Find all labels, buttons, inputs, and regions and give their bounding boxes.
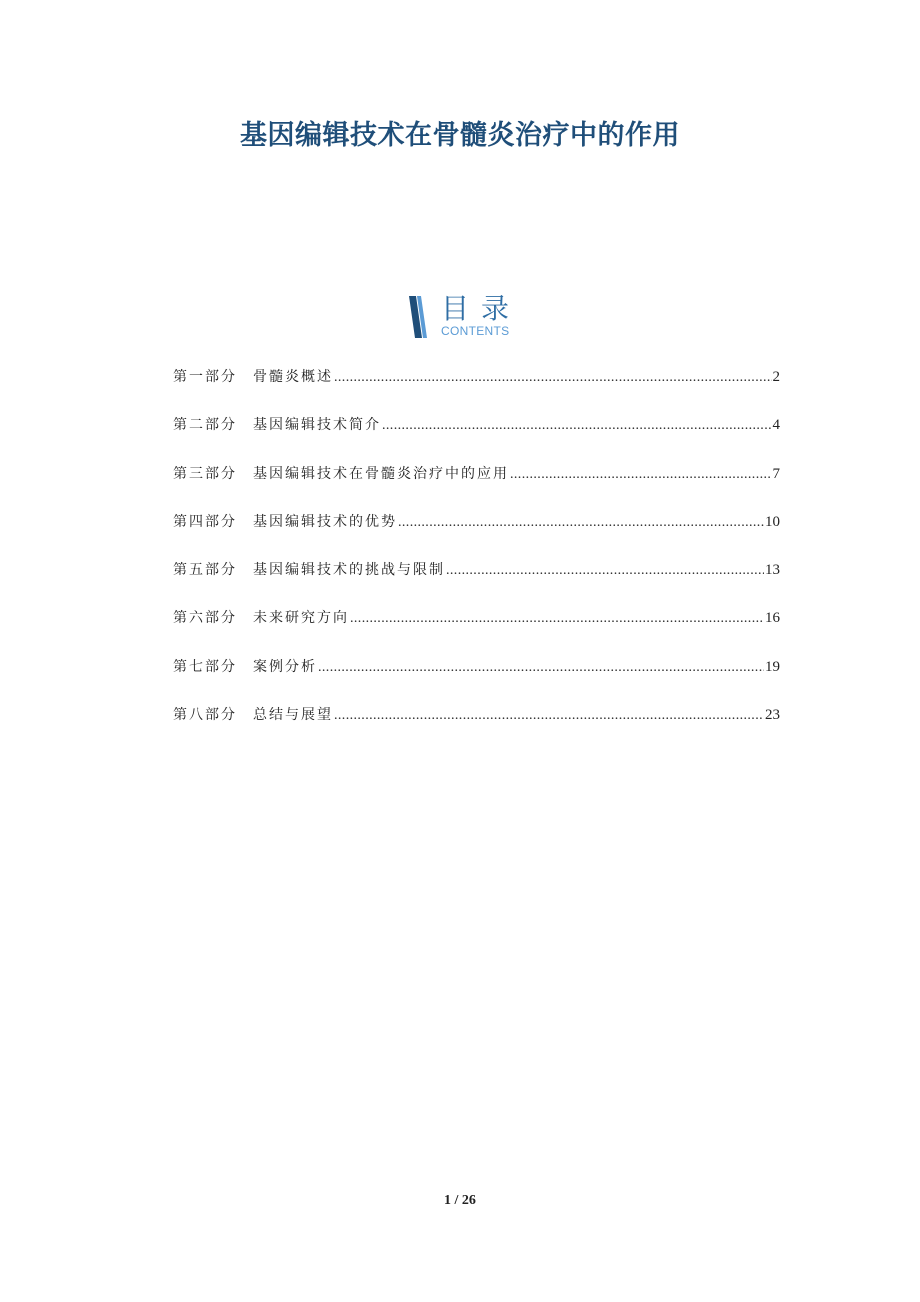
toc-entry-part: 第四部分 (173, 513, 237, 530)
toc-entry-leader (318, 657, 764, 679)
toc-entry[interactable] (173, 704, 780, 752)
toc-entry-leader (510, 464, 772, 486)
toc-entry-page: 10 (765, 513, 780, 530)
toc-entry-part: 第七部分 (173, 658, 237, 675)
toc-entry[interactable] (173, 559, 780, 607)
toc-entry-page: 23 (765, 707, 780, 724)
toc-entry-leader (398, 512, 764, 534)
toc-entry-page: 16 (765, 610, 780, 627)
toc-entry-leader (334, 705, 764, 727)
toc-bookmark-icon (407, 296, 435, 338)
toc-entry-page: 7 (772, 465, 780, 482)
toc-entry-part: 第三部分 (173, 465, 237, 482)
toc-entry-leader (350, 608, 764, 630)
page-indicator: 1 / 26 (444, 1193, 476, 1208)
toc-entry-part: 第二部分 (173, 417, 237, 434)
toc-list (173, 366, 780, 752)
toc-entry[interactable] (173, 607, 780, 655)
toc-entry[interactable] (173, 463, 780, 511)
toc-entry[interactable] (173, 414, 780, 462)
toc-entry-page: 13 (765, 562, 780, 579)
toc-subheading: CONTENTS (441, 324, 510, 338)
toc-entry-part: 第八部分 (173, 707, 237, 724)
document-title: 基因编辑技术在骨髓炎治疗中的作用 (240, 120, 680, 151)
toc-entry-name: 基因编辑技术的挑战与限制 (253, 562, 445, 579)
toc-entry-part: 第五部分 (173, 562, 237, 579)
toc-entry-name: 基因编辑技术在骨髓炎治疗中的应用 (253, 465, 509, 482)
toc-header (407, 294, 537, 340)
toc-entry-part: 第一部分 (173, 369, 237, 385)
toc-entry-name: 基因编辑技术的优势 (253, 513, 397, 530)
toc-entry[interactable] (173, 366, 780, 414)
toc-entry-name: 未来研究方向 (253, 610, 349, 627)
toc-entry-page: 2 (772, 369, 780, 385)
toc-entry-leader (446, 560, 764, 582)
toc-entry-part: 第六部分 (173, 610, 237, 627)
toc-entry-name: 基因编辑技术简介 (253, 417, 381, 434)
toc-heading: 目录 (441, 292, 522, 325)
toc-entry[interactable] (173, 511, 780, 559)
toc-entry-page: 4 (772, 417, 780, 434)
toc-entry[interactable] (173, 656, 780, 704)
toc-entry-name: 骨髓炎概述 (253, 369, 333, 385)
toc-entry-leader (382, 415, 772, 437)
toc-entry-page: 19 (765, 658, 780, 675)
toc-entry-name: 案例分析 (253, 658, 317, 675)
toc-entry-name: 总结与展望 (253, 707, 333, 724)
toc-entry-leader (334, 367, 772, 389)
